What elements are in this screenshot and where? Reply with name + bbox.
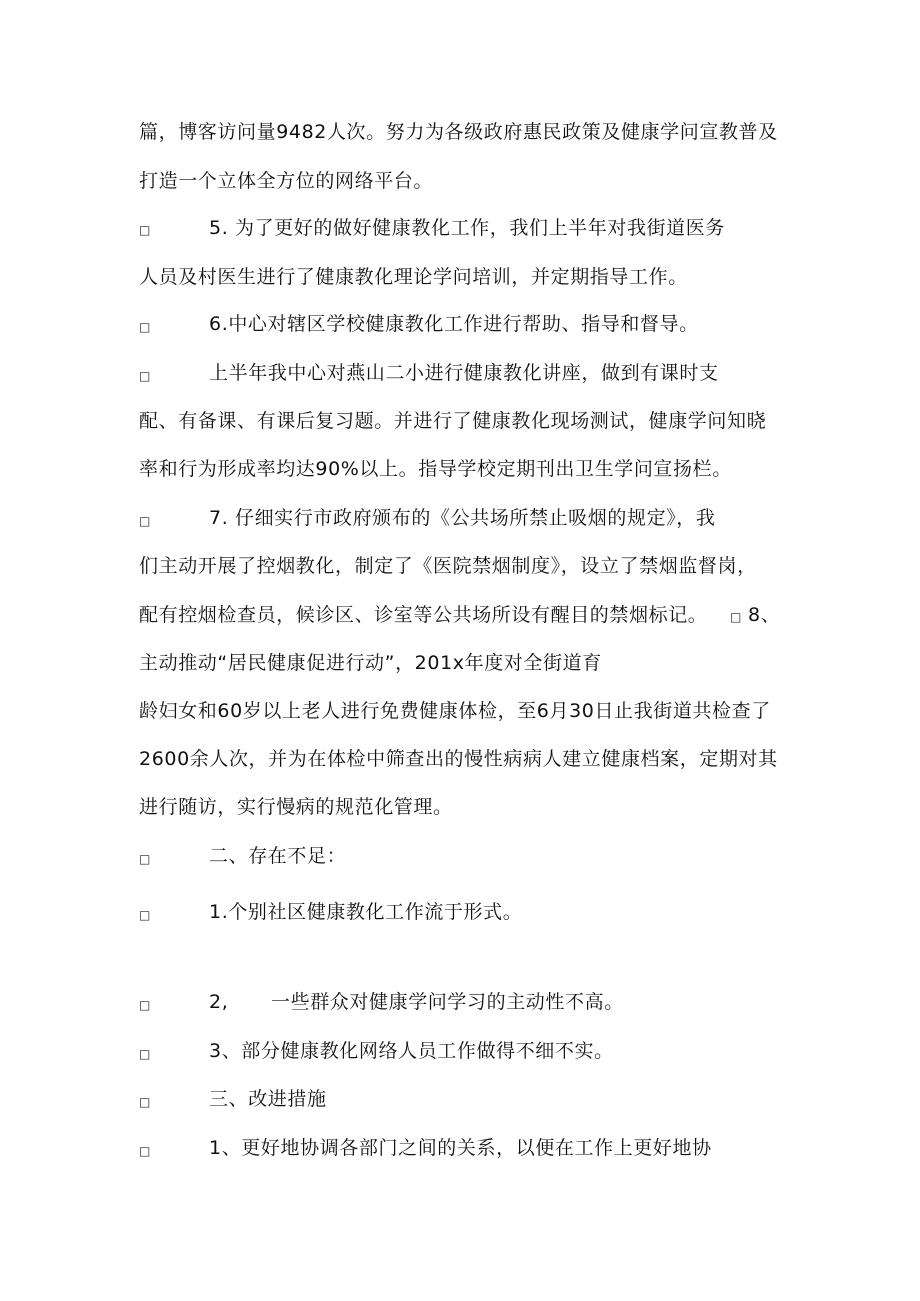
text-line: 打造一个立体全方位的网络平台。 xyxy=(139,170,434,192)
bullet-box: □ xyxy=(139,223,151,237)
bullet-box: □ xyxy=(139,908,151,922)
bullet-box: □ xyxy=(139,1095,151,1109)
text-line: 1.个别社区健康教化工作流于形式。 xyxy=(209,901,523,923)
text-line: 2600余人次，并为在体检中筛查出的慢性病病人建立健康档案，定期对其 xyxy=(139,748,778,770)
bullet-box: □ xyxy=(139,1047,151,1061)
text-line: 人员及村医生进行了健康教化理论学问培训，并定期指导工作。 xyxy=(139,266,688,288)
section-heading: 二、存在不足： xyxy=(209,845,347,867)
bullet-box: □ xyxy=(139,852,151,866)
text-line: 篇，博客访问量9482人次。努力为各级政府惠民政策及健康学问宣教普及 xyxy=(139,121,778,143)
text-line: 7. 仔细实行市政府颁布的《公共场所禁止吸烟的规定》，我 xyxy=(209,507,716,529)
text-line: 配、有备课、有课后复习题。并进行了健康教化现场测试，健康学问知晓 xyxy=(139,410,767,432)
bullet-box: □ xyxy=(139,369,151,383)
text-line: 配有控烟检查员，候诊区、诊室等公共场所设有醒目的禁烟标记。 xyxy=(139,604,708,626)
bullet-box: □ xyxy=(139,514,151,528)
text-line: 进行随访，实行慢病的规范化管理。 xyxy=(139,796,453,818)
text-line: 上半年我中心对燕山二小进行健康教化讲座，做到有课时支 xyxy=(209,362,719,384)
text-line: 主动推动“居民健康促进行动”，201x年度对全街道育 xyxy=(139,652,602,674)
text-line: 6.中心对辖区学校健康教化工作进行帮助、指导和督导。 xyxy=(209,313,699,335)
text-line: 率和行为形成率均达90%以上。指导学校定期刊出卫生学问宣扬栏。 xyxy=(139,458,732,480)
bullet-box: □ xyxy=(139,320,151,334)
text-line: 1、更好地协调各部门之间的关系，以便在工作上更好地协 xyxy=(209,1137,712,1159)
text-line: 5. 为了更好的做好健康教化工作，我们上半年对我街道医务 xyxy=(209,217,725,239)
text-line: 一些群众对健康学问学习的主动性不高。 xyxy=(271,991,624,1013)
bullet-box: □ xyxy=(139,1144,151,1158)
text-line: 2, xyxy=(209,991,229,1013)
text-line: 3、部分健康教化网络人员工作做得不细不实。 xyxy=(209,1040,614,1062)
text-line: 们主动开展了控烟教化，制定了《医院禁烟制度》，设立了禁烟监督岗， xyxy=(139,555,757,577)
bullet-box: □ xyxy=(139,998,151,1012)
text-line: 8、 xyxy=(748,604,781,626)
section-heading: 三、改进措施 xyxy=(209,1088,327,1110)
text-line: 龄妇女和60岁以上老人进行免费健康体检，至6月30日止我街道共检查了 xyxy=(139,700,771,722)
bullet-box: □ xyxy=(730,610,742,624)
